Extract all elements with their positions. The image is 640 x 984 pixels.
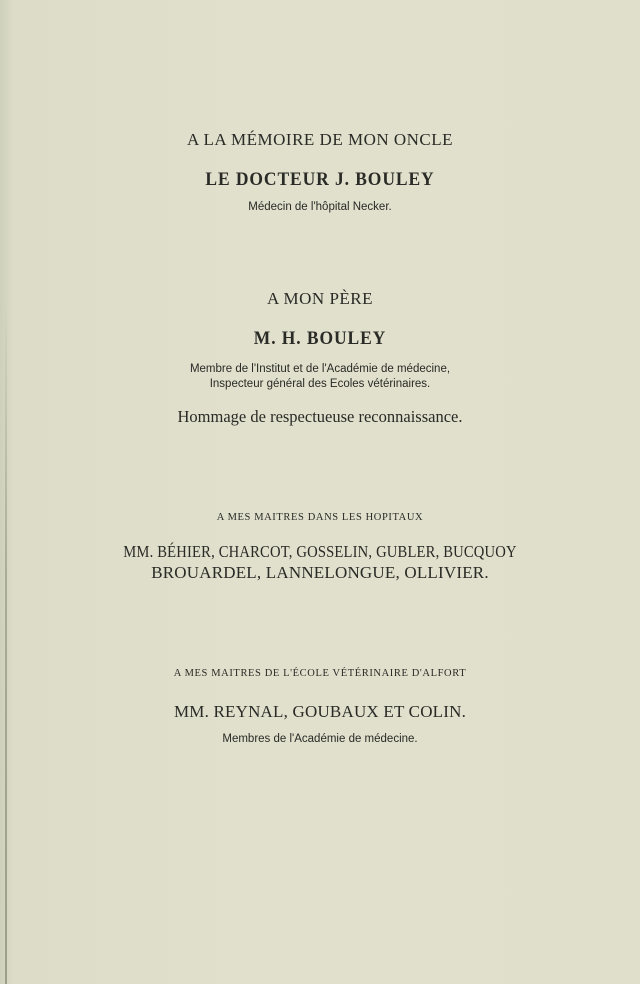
alfort-masters-role: Membres de l'Académie de médecine. xyxy=(222,733,418,745)
father-tribute: Hommage de respectueuse reconnaissance. xyxy=(177,407,463,426)
alfort-masters-names: MM. REYNAL, GOUBAUX ET COLIN. xyxy=(173,702,467,721)
father-dedication-heading: A MON PÈRE xyxy=(266,289,374,308)
father-name: M. H. BOULEY xyxy=(253,328,387,349)
hospital-masters-heading: A MES MAITRES DANS LES HOPITAUX xyxy=(216,512,424,523)
father-role-line-2: Inspecteur général des Ecoles vétérinaires. xyxy=(209,378,431,390)
page-gutter-shadow xyxy=(5,300,7,984)
uncle-role: Médecin de l'hôpital Necker. xyxy=(248,201,392,213)
father-role-line-1: Membre de l'Institut et de l'Académie de médecine, xyxy=(189,363,451,375)
uncle-dedication-heading: A LA MÉMOIRE DE MON ONCLE xyxy=(186,130,454,149)
uncle-name: LE DOCTEUR J. BOULEY xyxy=(205,169,435,190)
hospital-masters-names-line-1: MM. BÉHIER, CHARCOT, GOSSELIN, GUBLER, BUCQUOY xyxy=(123,542,517,561)
alfort-masters-heading: A MES MAITRES DE L'ÉCOLE VÉTÉRINAIRE D'ALFORT xyxy=(173,668,467,679)
hospital-masters-names-line-2: BROUARDEL, LANNELONGUE, OLLIVIER. xyxy=(151,563,489,582)
